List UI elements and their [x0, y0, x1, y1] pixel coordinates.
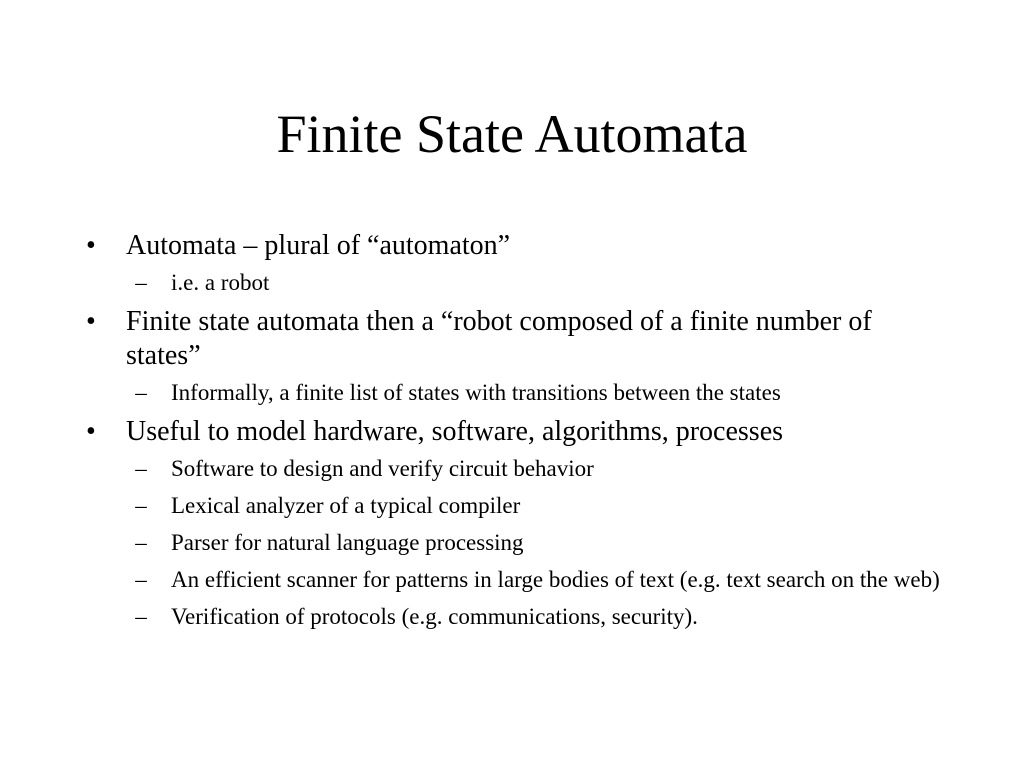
sub-marker: – [135, 270, 147, 295]
bullet-item-finite-state [86, 305, 946, 407]
sub-marker: – [135, 380, 147, 405]
sub-list [126, 268, 946, 297]
sub-list [126, 378, 946, 407]
sub-marker: – [135, 456, 147, 481]
sub-text: An efficient scanner for patterns in large bodies of text (e.g. text search on the web) [171, 567, 940, 592]
slide-title: Finite State Automata [276, 104, 748, 164]
sub-marker: – [135, 567, 147, 592]
bullet-marker: • [86, 416, 96, 447]
bullet-list [86, 229, 946, 631]
sub-list [126, 454, 946, 631]
sub-item [126, 378, 946, 407]
sub-item [126, 454, 946, 483]
sub-text: Parser for natural language processing [171, 530, 524, 555]
sub-item [126, 268, 946, 297]
sub-item [126, 528, 946, 557]
sub-text: Informally, a finite list of states with transitions between the states [171, 380, 781, 405]
bullet-item-useful [86, 415, 946, 631]
sub-marker: – [135, 604, 147, 629]
sub-text: Lexical analyzer of a typical compiler [171, 493, 521, 518]
slide-content [86, 229, 946, 631]
bullet-text: Useful to model hardware, software, algorithms, processes [126, 416, 784, 447]
bullet-marker: • [86, 230, 96, 261]
bullet-marker: • [86, 306, 96, 337]
sub-item [126, 491, 946, 520]
sub-text: Software to design and verify circuit behavior [171, 456, 594, 481]
bullet-text: Automata – plural of “automaton” [126, 230, 511, 261]
sub-text: Verification of protocols (e.g. communications, security). [171, 604, 698, 629]
sub-item [126, 565, 946, 594]
sub-item [126, 602, 946, 631]
sub-text: i.e. a robot [171, 270, 270, 295]
sub-marker: – [135, 493, 147, 518]
sub-marker: – [135, 530, 147, 555]
bullet-text: Finite state automata then a “robot composed of a finite number of states” [126, 306, 872, 371]
bullet-item-automata [86, 229, 946, 297]
